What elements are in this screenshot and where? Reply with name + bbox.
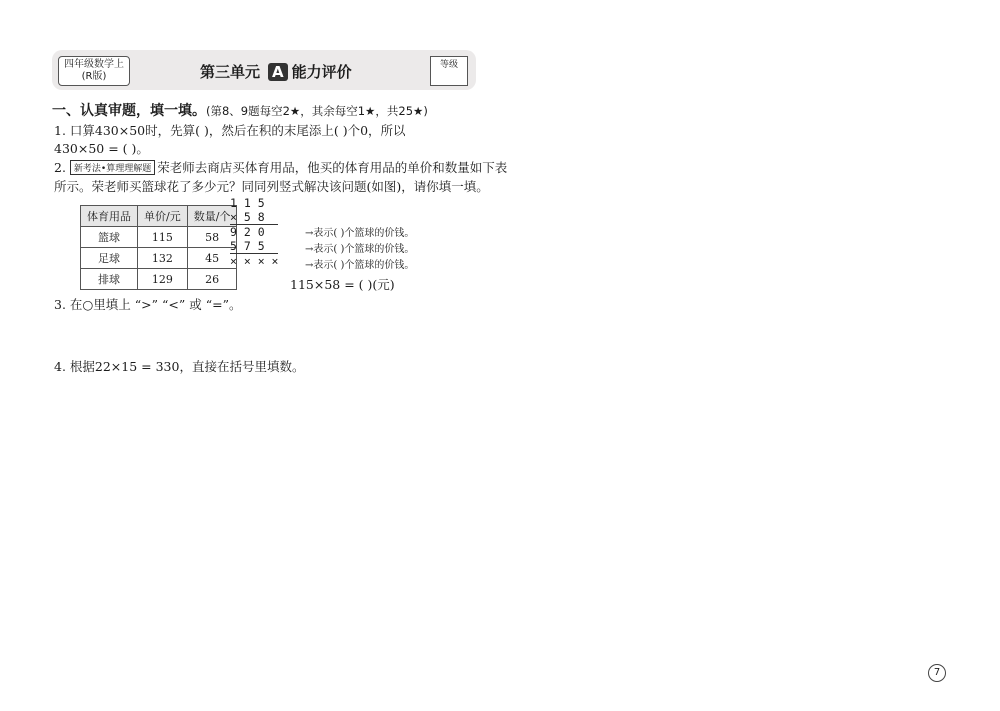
q2-line-2: 所示。荣老师买篮球花了多少元？同同列竖式解决该问题(如图)，请你填一填。 [54, 179, 489, 194]
q1-line-1: 1. 口算430×50时，先算( )，然后在积的末尾添上( )个0，所以 [54, 123, 406, 138]
table-row: 篮球 115 58 [81, 227, 237, 248]
q4: 4. 根据22×15 = 330，直接在括号里填数。 [54, 359, 305, 374]
arrow-explanations: →表示( )个篮球的价钱。 →表示( )个篮球的价钱。 →表示( )个篮球的价钱。 [305, 228, 415, 271]
q2-line-1: 2. 新考法•算理理解题 荣老师去商店买体育用品，他买的体育用品的单价和数量如下表 [54, 160, 508, 175]
table-row: 排球 129 26 [81, 269, 237, 290]
q1-line-2: 430×50 = ( )。 [54, 141, 149, 156]
unit-header [52, 50, 476, 90]
section-1-title: 一、认真审题，填一填。(第8、9题每空2★，其余每空1★，共25★) [52, 103, 428, 119]
page-number: 7 [928, 664, 946, 682]
q2-result: 115×58 = ( )(元) [290, 277, 395, 292]
grade-box: 等级 [430, 56, 468, 86]
table-row: 足球 132 45 [81, 248, 237, 269]
new-method-tag: 新考法•算理理解题 [70, 160, 155, 175]
goods-table: 体育用品 单价/元 数量/个 篮球 115 58 足球 132 45 排球 129 26 [80, 205, 237, 290]
unit-title: 第三单元 A 能力评价 [200, 63, 352, 81]
vertical-multiplication: 1 1 5 × 5 8 9 2 0 5 7 5 × × × × [230, 196, 279, 268]
q3-title: 3. 在○里填上 “>” “<” 或 “=”。 [54, 297, 242, 312]
grade-badge: 四年级数学上 (R版) [58, 56, 130, 86]
